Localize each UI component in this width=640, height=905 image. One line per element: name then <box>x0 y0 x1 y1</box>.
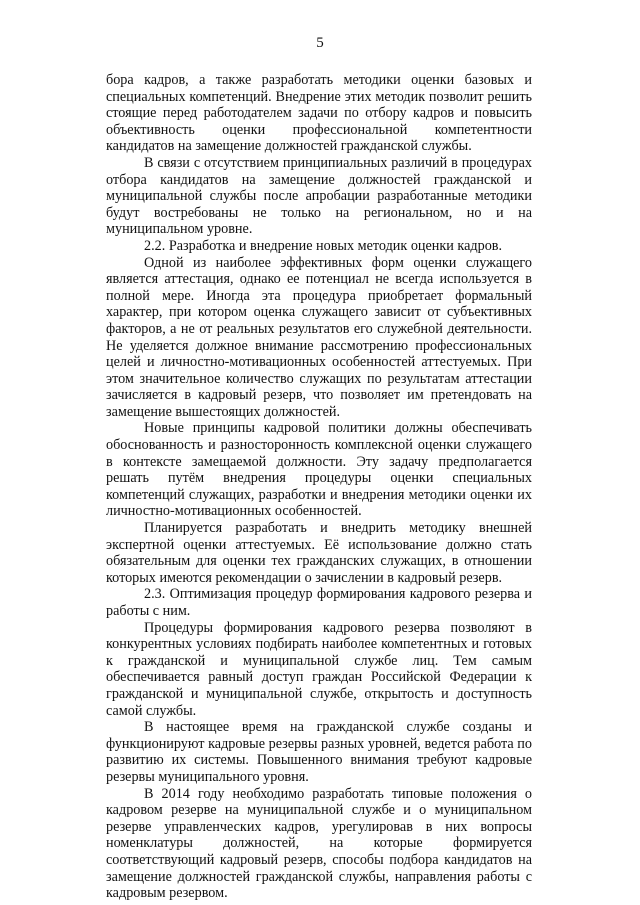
page-number: 5 <box>316 35 324 51</box>
section-heading-2-3: 2.3. Оптимизация процедур формирования кадрового резерва и работы с ним. <box>106 586 532 619</box>
paragraph-4: Новые принципы кадровой политики должны обеспечивать обоснованность и разносторонность комплексной оценки служащего в контексте замещаемой должности. Эту задачу предполагается решать путём внедрения процедуры оценки специальных компетенций служащих, разработки и внедрения методики оценки их личностно-мотивационных особенностей. <box>106 420 532 520</box>
section-heading-2-2: 2.2. Разработка и внедрение новых методик оценки кадров. <box>144 237 503 254</box>
paragraph-3: Одной из наиболее эффективных форм оценки служащего является аттестация, однако ее потенциал не всегда используется в полной мере. Иногда эта процедура приобретает формальный характер, при котором оценка служащего зависит от субъективных факторов, а не от реальных результатов его служебной деятельности. Не уделяется должное внимание рассмотрению профессиональных целей и личностно-мотивационных особенностей аттестуемых. При этом значительное количество служащих по результатам аттестации зачисляется в кадровый резерв, что позволяет им претендовать на замещение вышестоящих должностей. <box>106 254 532 420</box>
paragraph-8: В 2014 году необходимо разработать типовые положения о кадровом резерве на муниципальной службе и о муниципальном резерве управленческих кадров, урегулировав в них вопросы номенклатуры должностей, на которые формируется соответствующий кадровый резерв, способы подбора кандидатов на замещение должностей гражданской службы, направления работы с кадровым резервом. <box>106 785 532 902</box>
paragraph-1: бора кадров, а также разработать методики оценки базовых и специальных компетенций. Внедрение этих методик позволит решить стоящие перед работодателем задачи по отбору кадров и повысить объективность оценки профессиональной компетентности кандидатов на замещение должностей гражданской службы. <box>106 72 532 155</box>
paragraph-2: В связи с отсутствием принципиальных различий в процедурах отбора кандидатов на замещение должностей гражданской и муниципальной службы после апробации разработанные методики будут востребованы не только на региональном, но и на муниципальном уровне. <box>106 154 532 238</box>
paragraph-7: В настоящее время на гражданской службе созданы и функционируют кадровые резервы разных уровней, ведется работа по развитию их системы. Повышенного внимания требуют кадровые резервы муниципального уровня. <box>106 719 532 785</box>
page-body <box>106 72 532 902</box>
paragraph-5: Планируется разработать и внедрить методику внешней экспертной оценки аттестуемых. Её использование должно стать обязательным для оценки тех гражданских служащих, в отношении которых имеются рекомендации о зачислении в кадровый резерв. <box>106 520 532 586</box>
paragraph-6: Процедуры формирования кадрового резерва позволяют в конкурентных условиях подбирать наиболее компетентных и готовых к гражданской и муниципальной службе лиц. Тем самым обеспечивается равный доступ граждан Российской Федерации к гражданской и муниципальной службе, открытость и доступность самой службы. <box>106 619 532 719</box>
